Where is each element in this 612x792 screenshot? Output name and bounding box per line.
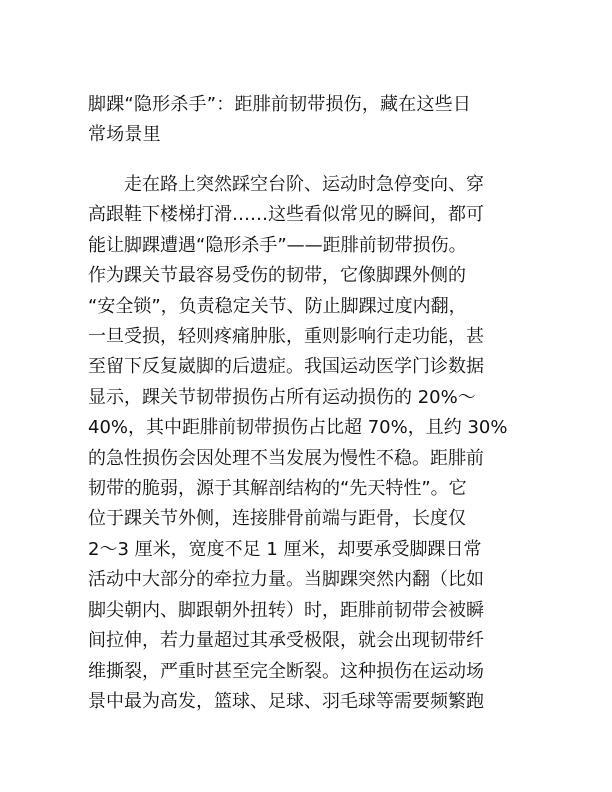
body-line: 至留下反复崴脚的后遗症。我国运动医学门诊数据 [88,356,484,378]
body-line: 活动中大部分的牵拉力量。当脚踝突然内翻（比如 [88,569,484,591]
body-line: 脚尖朝内、脚跟朝外扭转）时，距腓前韧带会被瞬 [88,599,484,621]
title-line: 常场景里 [88,124,161,145]
body-line: 作为踝关节最容易受伤的韧带，它像脚踝外侧的 [88,265,466,287]
body-line: 维撕裂，严重时甚至完全断裂。这种损伤在运动场 [88,660,484,682]
article-title [88,90,528,150]
body-line: “安全锁”，负责稳定关节、防止脚踝过度内翻， [88,295,467,317]
body-line: 40%，其中距腓前韧带损伤占比超 70%，且约 30% [88,417,508,439]
body-line: 间拉伸，若力量超过其承受极限，就会出现韧带纤 [88,630,484,652]
body-line: 的急性损伤会因处理不当发展为慢性不稳。距腓前 [88,447,484,469]
title-line: 脚踝“隐形杀手”：距腓前韧带损伤，藏在这些日 [88,94,472,115]
body-line: 走在路上突然踩空台阶、运动时急停变向、穿 [88,174,484,195]
body-line: 能让脚踝遭遇“隐形杀手”——距腓前韧带损伤。 [88,234,467,256]
body-line: 2～3 厘米，宽度不足 1 厘米，却要承受脚踝日常 [88,538,482,560]
article-body [88,170,528,717]
body-line: 韧带的脆弱，源于其解剖结构的“先天特性”。它 [88,478,467,500]
body-line: 位于踝关节外侧，连接腓骨前端与距骨，长度仅 [88,508,466,530]
body-line: 一旦受损，轻则疼痛肿胀，重则影响行走功能，甚 [88,326,484,348]
body-line: 高跟鞋下楼梯打滑……这些看似常见的瞬间，都可 [88,204,484,226]
body-line: 景中最为高发，篮球、足球、羽毛球等需要频繁跑 [88,690,484,712]
body-line: 显示，踝关节韧带损伤占所有运动损伤的 20%～ [88,386,476,408]
